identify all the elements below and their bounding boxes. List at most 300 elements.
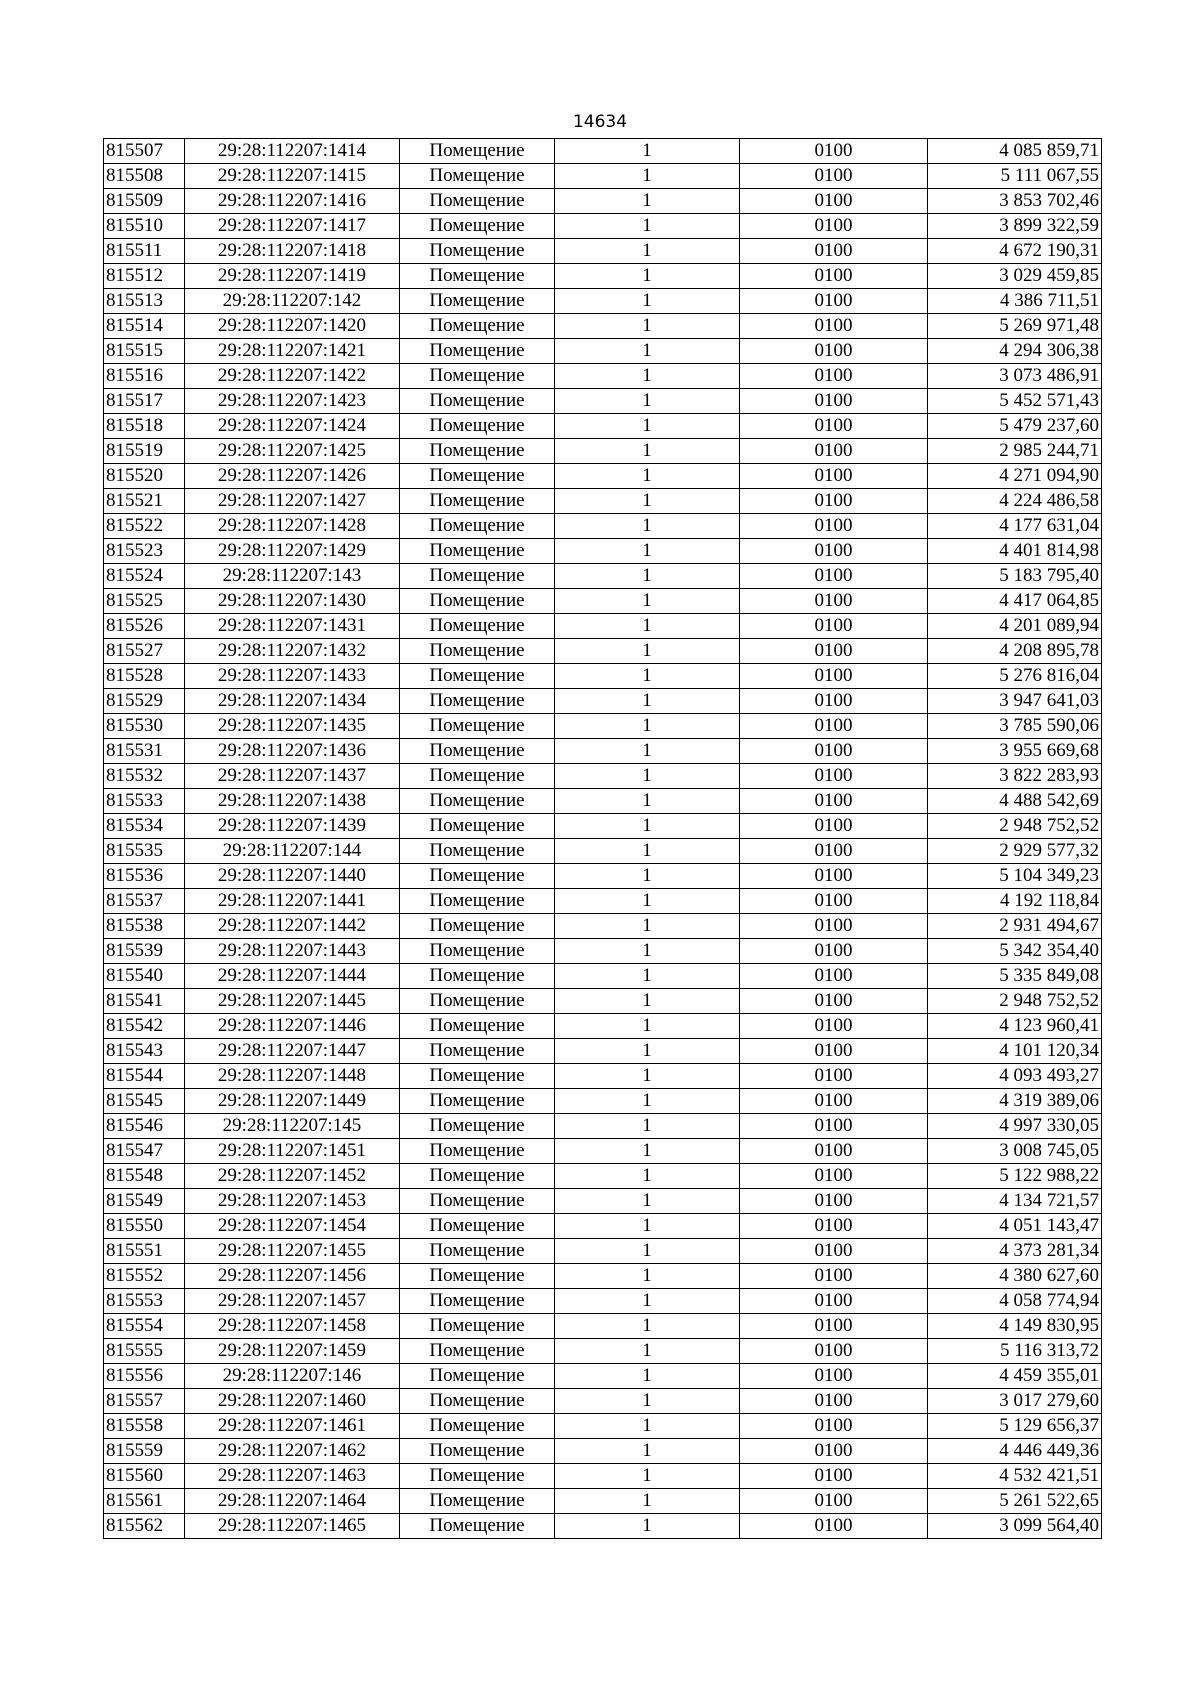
cadastral-number-cell: 29:28:112207:1456 <box>185 1264 400 1289</box>
row-number-cell: 815532 <box>104 764 185 789</box>
cadastral-number-cell: 29:28:112207:1435 <box>185 714 400 739</box>
object-type-cell: Помещение <box>400 1164 555 1189</box>
cadastral-number-cell: 29:28:112207:1416 <box>185 189 400 214</box>
cadastral-value-cell: 4 177 631,04 <box>928 514 1102 539</box>
table-row <box>104 514 1102 539</box>
cadastral-value-cell: 5 111 067,55 <box>928 164 1102 189</box>
code-cell: 0100 <box>740 589 928 614</box>
cadastral-number-cell: 29:28:112207:1444 <box>185 964 400 989</box>
code-cell: 0100 <box>740 439 928 464</box>
object-type-cell: Помещение <box>400 139 555 164</box>
table-row <box>104 1139 1102 1164</box>
quantity-cell: 1 <box>555 414 740 439</box>
code-cell: 0100 <box>740 889 928 914</box>
object-type-cell: Помещение <box>400 264 555 289</box>
quantity-cell: 1 <box>555 939 740 964</box>
row-number-cell: 815511 <box>104 239 185 264</box>
quantity-cell: 1 <box>555 814 740 839</box>
object-type-cell: Помещение <box>400 364 555 389</box>
cadastral-number-cell: 29:28:112207:1454 <box>185 1214 400 1239</box>
quantity-cell: 1 <box>555 614 740 639</box>
row-number-cell: 815556 <box>104 1364 185 1389</box>
quantity-cell: 1 <box>555 1139 740 1164</box>
row-number-cell: 815560 <box>104 1464 185 1489</box>
cadastral-value-cell: 4 123 960,41 <box>928 1014 1102 1039</box>
object-type-cell: Помещение <box>400 489 555 514</box>
table-row <box>104 439 1102 464</box>
cadastral-number-cell: 29:28:112207:1463 <box>185 1464 400 1489</box>
row-number-cell: 815518 <box>104 414 185 439</box>
table-row <box>104 164 1102 189</box>
table-row <box>104 1364 1102 1389</box>
cadastral-number-cell: 29:28:112207:1438 <box>185 789 400 814</box>
cadastral-number-cell: 29:28:112207:1422 <box>185 364 400 389</box>
object-type-cell: Помещение <box>400 1439 555 1464</box>
object-type-cell: Помещение <box>400 389 555 414</box>
cadastral-number-cell: 29:28:112207:1439 <box>185 814 400 839</box>
quantity-cell: 1 <box>555 1039 740 1064</box>
table-row <box>104 1439 1102 1464</box>
cadastral-number-cell: 29:28:112207:1423 <box>185 389 400 414</box>
code-cell: 0100 <box>740 814 928 839</box>
row-number-cell: 815525 <box>104 589 185 614</box>
cadastral-value-cell: 5 342 354,40 <box>928 939 1102 964</box>
quantity-cell: 1 <box>555 964 740 989</box>
cadastral-number-cell: 29:28:112207:1417 <box>185 214 400 239</box>
cadastral-number-cell: 29:28:112207:145 <box>185 1114 400 1139</box>
table-row <box>104 364 1102 389</box>
object-type-cell: Помещение <box>400 1339 555 1364</box>
table-row <box>104 564 1102 589</box>
table-row <box>104 414 1102 439</box>
object-type-cell: Помещение <box>400 1264 555 1289</box>
quantity-cell: 1 <box>555 1489 740 1514</box>
object-type-cell: Помещение <box>400 614 555 639</box>
cadastral-value-cell: 2 985 244,71 <box>928 439 1102 464</box>
object-type-cell: Помещение <box>400 464 555 489</box>
table-row <box>104 264 1102 289</box>
code-cell: 0100 <box>740 1364 928 1389</box>
object-type-cell: Помещение <box>400 1314 555 1339</box>
cadastral-number-cell: 29:28:112207:1428 <box>185 514 400 539</box>
cadastral-number-cell: 29:28:112207:1441 <box>185 889 400 914</box>
cadastral-number-cell: 29:28:112207:1458 <box>185 1314 400 1339</box>
object-type-cell: Помещение <box>400 289 555 314</box>
code-cell: 0100 <box>740 1339 928 1364</box>
object-type-cell: Помещение <box>400 864 555 889</box>
code-cell: 0100 <box>740 639 928 664</box>
cadastral-number-cell: 29:28:112207:1453 <box>185 1189 400 1214</box>
row-number-cell: 815544 <box>104 1064 185 1089</box>
cadastral-value-cell: 2 948 752,52 <box>928 989 1102 1014</box>
quantity-cell: 1 <box>555 489 740 514</box>
quantity-cell: 1 <box>555 1339 740 1364</box>
object-type-cell: Помещение <box>400 439 555 464</box>
cadastral-value-cell: 4 101 120,34 <box>928 1039 1102 1064</box>
table-body <box>104 139 1102 1539</box>
object-type-cell: Помещение <box>400 1289 555 1314</box>
code-cell: 0100 <box>740 1064 928 1089</box>
code-cell: 0100 <box>740 939 928 964</box>
object-type-cell: Помещение <box>400 1139 555 1164</box>
table-row <box>104 189 1102 214</box>
cadastral-value-cell: 3 853 702,46 <box>928 189 1102 214</box>
object-type-cell: Помещение <box>400 964 555 989</box>
quantity-cell: 1 <box>555 864 740 889</box>
cadastral-value-cell: 4 192 118,84 <box>928 889 1102 914</box>
cadastral-value-cell: 3 017 279,60 <box>928 1389 1102 1414</box>
row-number-cell: 815531 <box>104 739 185 764</box>
object-type-cell: Помещение <box>400 1414 555 1439</box>
code-cell: 0100 <box>740 839 928 864</box>
quantity-cell: 1 <box>555 1314 740 1339</box>
table-row <box>104 464 1102 489</box>
code-cell: 0100 <box>740 464 928 489</box>
table-row <box>104 589 1102 614</box>
object-type-cell: Помещение <box>400 839 555 864</box>
code-cell: 0100 <box>740 1289 928 1314</box>
object-type-cell: Помещение <box>400 764 555 789</box>
cadastral-value-cell: 3 785 590,06 <box>928 714 1102 739</box>
code-cell: 0100 <box>740 1239 928 1264</box>
cadastral-number-cell: 29:28:112207:1461 <box>185 1414 400 1439</box>
quantity-cell: 1 <box>555 1514 740 1539</box>
cadastral-value-cell: 5 116 313,72 <box>928 1339 1102 1364</box>
object-type-cell: Помещение <box>400 514 555 539</box>
quantity-cell: 1 <box>555 1264 740 1289</box>
code-cell: 0100 <box>740 1214 928 1239</box>
code-cell: 0100 <box>740 1489 928 1514</box>
object-type-cell: Помещение <box>400 589 555 614</box>
quantity-cell: 1 <box>555 789 740 814</box>
object-type-cell: Помещение <box>400 789 555 814</box>
cadastral-value-table <box>103 138 1102 1539</box>
cadastral-number-cell: 29:28:112207:1434 <box>185 689 400 714</box>
cadastral-number-cell: 29:28:112207:1425 <box>185 439 400 464</box>
cadastral-value-cell: 4 294 306,38 <box>928 339 1102 364</box>
table-row <box>104 1339 1102 1364</box>
cadastral-value-cell: 3 008 745,05 <box>928 1139 1102 1164</box>
code-cell: 0100 <box>740 539 928 564</box>
cadastral-number-cell: 29:28:112207:1427 <box>185 489 400 514</box>
row-number-cell: 815546 <box>104 1114 185 1139</box>
quantity-cell: 1 <box>555 1214 740 1239</box>
table-row <box>104 1239 1102 1264</box>
cadastral-number-cell: 29:28:112207:1460 <box>185 1389 400 1414</box>
cadastral-number-cell: 29:28:112207:1452 <box>185 1164 400 1189</box>
table-row <box>104 1089 1102 1114</box>
quantity-cell: 1 <box>555 714 740 739</box>
code-cell: 0100 <box>740 389 928 414</box>
object-type-cell: Помещение <box>400 1114 555 1139</box>
quantity-cell: 1 <box>555 764 740 789</box>
cadastral-value-cell: 4 386 711,51 <box>928 289 1102 314</box>
code-cell: 0100 <box>740 339 928 364</box>
row-number-cell: 815562 <box>104 1514 185 1539</box>
row-number-cell: 815528 <box>104 664 185 689</box>
quantity-cell: 1 <box>555 1414 740 1439</box>
code-cell: 0100 <box>740 1039 928 1064</box>
page-number: 14634 <box>572 112 628 132</box>
code-cell: 0100 <box>740 989 928 1014</box>
row-number-cell: 815529 <box>104 689 185 714</box>
cadastral-value-cell: 4 058 774,94 <box>928 1289 1102 1314</box>
cadastral-value-cell: 5 452 571,43 <box>928 389 1102 414</box>
quantity-cell: 1 <box>555 1114 740 1139</box>
object-type-cell: Помещение <box>400 1064 555 1089</box>
row-number-cell: 815523 <box>104 539 185 564</box>
cadastral-number-cell: 29:28:112207:1459 <box>185 1339 400 1364</box>
row-number-cell: 815551 <box>104 1239 185 1264</box>
object-type-cell: Помещение <box>400 239 555 264</box>
cadastral-value-cell: 4 208 895,78 <box>928 639 1102 664</box>
table-row <box>104 314 1102 339</box>
code-cell: 0100 <box>740 1514 928 1539</box>
object-type-cell: Помещение <box>400 664 555 689</box>
cadastral-value-cell: 4 488 542,69 <box>928 789 1102 814</box>
code-cell: 0100 <box>740 1264 928 1289</box>
cadastral-number-cell: 29:28:112207:1455 <box>185 1239 400 1264</box>
row-number-cell: 815539 <box>104 939 185 964</box>
table-row <box>104 614 1102 639</box>
row-number-cell: 815508 <box>104 164 185 189</box>
code-cell: 0100 <box>740 364 928 389</box>
object-type-cell: Помещение <box>400 189 555 214</box>
object-type-cell: Помещение <box>400 939 555 964</box>
code-cell: 0100 <box>740 1439 928 1464</box>
object-type-cell: Помещение <box>400 889 555 914</box>
cadastral-value-cell: 3 955 669,68 <box>928 739 1102 764</box>
object-type-cell: Помещение <box>400 564 555 589</box>
cadastral-value-cell: 4 319 389,06 <box>928 1089 1102 1114</box>
quantity-cell: 1 <box>555 1189 740 1214</box>
cadastral-number-cell: 29:28:112207:1429 <box>185 539 400 564</box>
row-number-cell: 815536 <box>104 864 185 889</box>
object-type-cell: Помещение <box>400 339 555 364</box>
cadastral-value-cell: 4 271 094,90 <box>928 464 1102 489</box>
table-row <box>104 1164 1102 1189</box>
row-number-cell: 815552 <box>104 1264 185 1289</box>
table-row <box>104 1464 1102 1489</box>
table-row <box>104 689 1102 714</box>
code-cell: 0100 <box>740 164 928 189</box>
cadastral-value-cell: 5 129 656,37 <box>928 1414 1102 1439</box>
cadastral-value-cell: 3 947 641,03 <box>928 689 1102 714</box>
cadastral-value-cell: 3 899 322,59 <box>928 214 1102 239</box>
cadastral-number-cell: 29:28:112207:1424 <box>185 414 400 439</box>
cadastral-number-cell: 29:28:112207:1449 <box>185 1089 400 1114</box>
cadastral-number-cell: 29:28:112207:1419 <box>185 264 400 289</box>
table-row <box>104 889 1102 914</box>
quantity-cell: 1 <box>555 664 740 689</box>
code-cell: 0100 <box>740 414 928 439</box>
table-row <box>104 389 1102 414</box>
quantity-cell: 1 <box>555 539 740 564</box>
table-row <box>104 1064 1102 1089</box>
cadastral-value-cell: 3 029 459,85 <box>928 264 1102 289</box>
code-cell: 0100 <box>740 489 928 514</box>
object-type-cell: Помещение <box>400 1214 555 1239</box>
row-number-cell: 815509 <box>104 189 185 214</box>
cadastral-value-cell: 4 201 089,94 <box>928 614 1102 639</box>
quantity-cell: 1 <box>555 1464 740 1489</box>
table-row <box>104 989 1102 1014</box>
cadastral-number-cell: 29:28:112207:1414 <box>185 139 400 164</box>
table-row <box>104 839 1102 864</box>
cadastral-number-cell: 29:28:112207:1464 <box>185 1489 400 1514</box>
object-type-cell: Помещение <box>400 314 555 339</box>
cadastral-number-cell: 29:28:112207:1436 <box>185 739 400 764</box>
cadastral-value-cell: 2 931 494,67 <box>928 914 1102 939</box>
cadastral-value-cell: 4 380 627,60 <box>928 1264 1102 1289</box>
table-row <box>104 914 1102 939</box>
cadastral-value-cell: 5 261 522,65 <box>928 1489 1102 1514</box>
code-cell: 0100 <box>740 1164 928 1189</box>
cadastral-number-cell: 29:28:112207:1433 <box>185 664 400 689</box>
object-type-cell: Помещение <box>400 539 555 564</box>
object-type-cell: Помещение <box>400 1089 555 1114</box>
row-number-cell: 815535 <box>104 839 185 864</box>
code-cell: 0100 <box>740 1314 928 1339</box>
cadastral-number-cell: 29:28:112207:1447 <box>185 1039 400 1064</box>
object-type-cell: Помещение <box>400 1364 555 1389</box>
table-row <box>104 664 1102 689</box>
table-row <box>104 1189 1102 1214</box>
cadastral-value-cell: 3 099 564,40 <box>928 1514 1102 1539</box>
row-number-cell: 815521 <box>104 489 185 514</box>
row-number-cell: 815524 <box>104 564 185 589</box>
cadastral-number-cell: 29:28:112207:1462 <box>185 1439 400 1464</box>
code-cell: 0100 <box>740 1139 928 1164</box>
quantity-cell: 1 <box>555 1089 740 1114</box>
quantity-cell: 1 <box>555 639 740 664</box>
quantity-cell: 1 <box>555 1439 740 1464</box>
code-cell: 0100 <box>740 764 928 789</box>
row-number-cell: 815515 <box>104 339 185 364</box>
cadastral-number-cell: 29:28:112207:1415 <box>185 164 400 189</box>
object-type-cell: Помещение <box>400 1489 555 1514</box>
row-number-cell: 815557 <box>104 1389 185 1414</box>
row-number-cell: 815541 <box>104 989 185 1014</box>
code-cell: 0100 <box>740 264 928 289</box>
row-number-cell: 815522 <box>104 514 185 539</box>
cadastral-number-cell: 29:28:112207:1443 <box>185 939 400 964</box>
table-row <box>104 1114 1102 1139</box>
table-row <box>104 1414 1102 1439</box>
row-number-cell: 815510 <box>104 214 185 239</box>
object-type-cell: Помещение <box>400 1514 555 1539</box>
row-number-cell: 815520 <box>104 464 185 489</box>
object-type-cell: Помещение <box>400 989 555 1014</box>
table-row <box>104 1264 1102 1289</box>
cadastral-value-cell: 5 479 237,60 <box>928 414 1102 439</box>
table-row <box>104 789 1102 814</box>
cadastral-number-cell: 29:28:112207:1420 <box>185 314 400 339</box>
code-cell: 0100 <box>740 664 928 689</box>
table-row <box>104 1389 1102 1414</box>
table-row <box>104 1514 1102 1539</box>
cadastral-value-cell: 4 051 143,47 <box>928 1214 1102 1239</box>
cadastral-value-cell: 2 929 577,32 <box>928 839 1102 864</box>
row-number-cell: 815561 <box>104 1489 185 1514</box>
object-type-cell: Помещение <box>400 1239 555 1264</box>
table-row <box>104 939 1102 964</box>
cadastral-value-cell: 5 122 988,22 <box>928 1164 1102 1189</box>
code-cell: 0100 <box>740 189 928 214</box>
object-type-cell: Помещение <box>400 414 555 439</box>
row-number-cell: 815558 <box>104 1414 185 1439</box>
cadastral-number-cell: 29:28:112207:1432 <box>185 639 400 664</box>
quantity-cell: 1 <box>555 1239 740 1264</box>
quantity-cell: 1 <box>555 1064 740 1089</box>
quantity-cell: 1 <box>555 164 740 189</box>
row-number-cell: 815550 <box>104 1214 185 1239</box>
code-cell: 0100 <box>740 789 928 814</box>
table-row <box>104 714 1102 739</box>
object-type-cell: Помещение <box>400 914 555 939</box>
code-cell: 0100 <box>740 964 928 989</box>
quantity-cell: 1 <box>555 1364 740 1389</box>
object-type-cell: Помещение <box>400 1014 555 1039</box>
table-row <box>104 214 1102 239</box>
row-number-cell: 815507 <box>104 139 185 164</box>
quantity-cell: 1 <box>555 389 740 414</box>
table-row <box>104 539 1102 564</box>
object-type-cell: Помещение <box>400 814 555 839</box>
quantity-cell: 1 <box>555 1389 740 1414</box>
row-number-cell: 815547 <box>104 1139 185 1164</box>
cadastral-value-cell: 5 183 795,40 <box>928 564 1102 589</box>
code-cell: 0100 <box>740 864 928 889</box>
object-type-cell: Помещение <box>400 1189 555 1214</box>
quantity-cell: 1 <box>555 739 740 764</box>
code-cell: 0100 <box>740 239 928 264</box>
row-number-cell: 815549 <box>104 1189 185 1214</box>
cadastral-number-cell: 29:28:112207:1426 <box>185 464 400 489</box>
cadastral-number-cell: 29:28:112207:1430 <box>185 589 400 614</box>
row-number-cell: 815526 <box>104 614 185 639</box>
cadastral-value-cell: 4 997 330,05 <box>928 1114 1102 1139</box>
cadastral-number-cell: 29:28:112207:1448 <box>185 1064 400 1089</box>
table-row <box>104 1214 1102 1239</box>
table-row <box>104 489 1102 514</box>
code-cell: 0100 <box>740 139 928 164</box>
table-row <box>104 139 1102 164</box>
row-number-cell: 815559 <box>104 1439 185 1464</box>
quantity-cell: 1 <box>555 314 740 339</box>
row-number-cell: 815538 <box>104 914 185 939</box>
code-cell: 0100 <box>740 739 928 764</box>
table-row <box>104 1489 1102 1514</box>
quantity-cell: 1 <box>555 464 740 489</box>
table-row <box>104 639 1102 664</box>
cadastral-value-cell: 4 532 421,51 <box>928 1464 1102 1489</box>
code-cell: 0100 <box>740 1414 928 1439</box>
cadastral-value-cell: 4 401 814,98 <box>928 539 1102 564</box>
object-type-cell: Помещение <box>400 1389 555 1414</box>
quantity-cell: 1 <box>555 989 740 1014</box>
quantity-cell: 1 <box>555 839 740 864</box>
table-row <box>104 339 1102 364</box>
row-number-cell: 815533 <box>104 789 185 814</box>
row-number-cell: 815537 <box>104 889 185 914</box>
table-row <box>104 1289 1102 1314</box>
object-type-cell: Помещение <box>400 164 555 189</box>
quantity-cell: 1 <box>555 439 740 464</box>
quantity-cell: 1 <box>555 139 740 164</box>
code-cell: 0100 <box>740 714 928 739</box>
row-number-cell: 815545 <box>104 1089 185 1114</box>
